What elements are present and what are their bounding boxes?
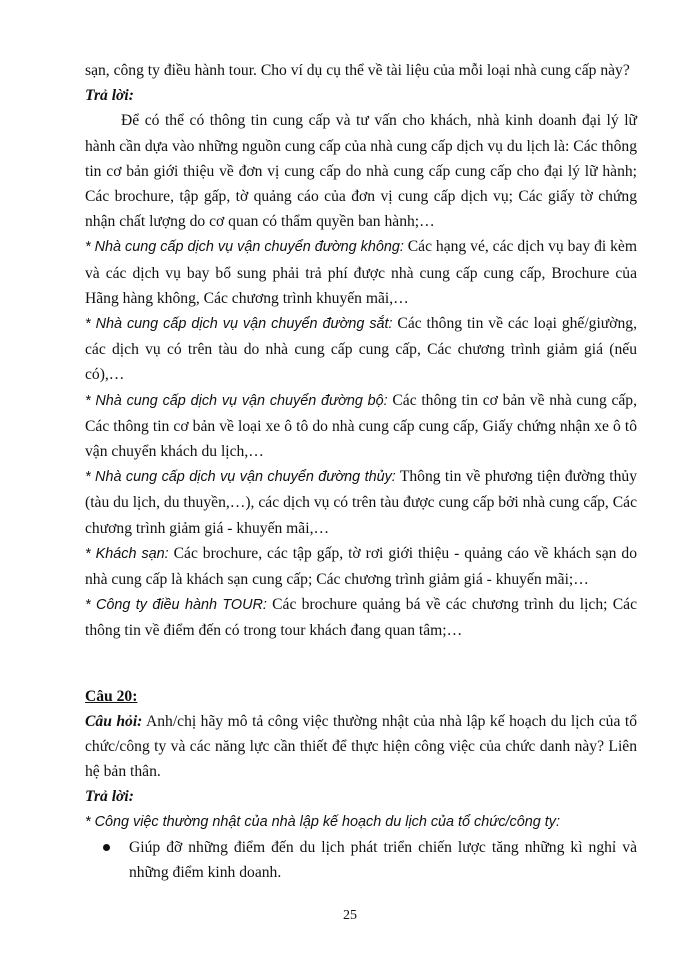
supplier-item-text: Các thông tin về các loại ghế/giường, các dịch vụ có trên tàu do nhà cung cấp cung cấp, Các chương trình giảm giá (nếu có),… — [85, 315, 638, 384]
supplier-item-air — [85, 234, 637, 311]
answer-paragraph: Để có thể có thông tin cung cấp và tư vấn cho khách, nhà kinh doanh đại lý lữ hành cần dựa vào những nguồn cung cấp của nhà cung cấp dịch vụ du lịch là: Các thông tin cơ bản giới thiệu về đơn vị cung cấp do nhà cung cấp cung cấp cho đại lý lữ hành; Các brochure, tập gấp, tờ quảng cáo của đơn vị cung cấp dịch vụ; Các giấy tờ chứng nhận chất lượng do cơ quan có thẩm quyền ban hành;… — [85, 112, 637, 231]
document-page — [85, 58, 637, 885]
question-heading: Câu 20: — [85, 687, 138, 705]
page-number: 25 — [343, 908, 357, 923]
supplier-item-label: * Nhà cung cấp dịch vụ vận chuyển đường sắt: — [85, 316, 393, 333]
supplier-item-text: Các thông tin cơ bản về nhà cung cấp, Các thông tin cơ bản về loại xe ô tô do nhà cung cấp cung cấp, Giấy chứng nhận xe ô tô vận chuyển khách du lịch,… — [85, 391, 637, 461]
supplier-item-rail — [85, 311, 637, 388]
question-label: Câu hỏi: — [85, 712, 143, 730]
bullet-icon — [103, 844, 110, 851]
supplier-item-text: Các brochure, các tập gấp, tờ rơi giới thiệu - quảng cáo về khách sạn do nhà cung cấp là khách sạn cung cấp; Các chương trình giảm giá - khuyến mãi;… — [85, 544, 637, 589]
supplier-item-text: Các hạng vé, các dịch vụ bay đi kèm và các dịch vụ bay bổ sung phải trả phí được nhà cung cấp cung cấp, Brochure của Hãng hàng không, Các chương trình khuyến mãi,… — [85, 238, 637, 307]
supplier-item-tour-operator — [85, 592, 637, 643]
question-paragraph — [85, 709, 637, 785]
supplier-item-water — [85, 464, 637, 541]
duties-subheading: * Công việc thường nhật của nhà lập kế hoạch du lịch của tổ chức/công ty: — [85, 813, 560, 830]
supplier-item-label: * Công ty điều hành TOUR: — [85, 597, 267, 614]
question-text: Anh/chị hãy mô tả công việc thường nhật của nhà lập kế hoạch du lịch của tổ chức/công ty và các năng lực cần thiết để thực hiện công việc của chức danh này? Liên hệ bản thân. — [85, 712, 637, 781]
supplier-item-text: Các brochure quảng bá về các chương trình du lịch; Các thông tin về điểm đến có trong tour khách đang quan tâm;… — [85, 596, 637, 640]
section-spacer — [85, 644, 637, 682]
answer-label-2: Trả lời: — [85, 788, 134, 806]
supplier-item-hotel — [85, 541, 637, 592]
supplier-item-label: * Khách sạn: — [85, 545, 169, 562]
supplier-item-road — [85, 388, 637, 465]
supplier-item-label: * Nhà cung cấp dịch vụ vận chuyển đường bộ: — [85, 392, 388, 409]
list-item — [85, 835, 637, 885]
duties-list — [85, 835, 637, 885]
supplier-item-label: * Nhà cung cấp dịch vụ vận chuyển đường thủy: — [85, 469, 396, 486]
answer-label: Trả lời: — [85, 87, 134, 105]
supplier-item-text: Thông tin về phương tiện đường thủy (tàu du lịch, du thuyền,…), các dịch vụ có trên tàu được cung cấp bởi nhà cung cấp, Các chương trình giảm giá - khuyến mãi,… — [85, 468, 637, 537]
supplier-item-label: * Nhà cung cấp dịch vụ vận chuyển đường không: — [85, 239, 404, 256]
list-item-text: Giúp đỡ những điểm đến du lịch phát triển chiến lược tăng những kì nghỉ và những điểm kinh doanh. — [129, 838, 637, 882]
intro-paragraph: sạn, công ty điều hành tour. Cho ví dụ cụ thể về tài liệu của mỗi loại nhà cung cấp này? — [85, 62, 630, 79]
